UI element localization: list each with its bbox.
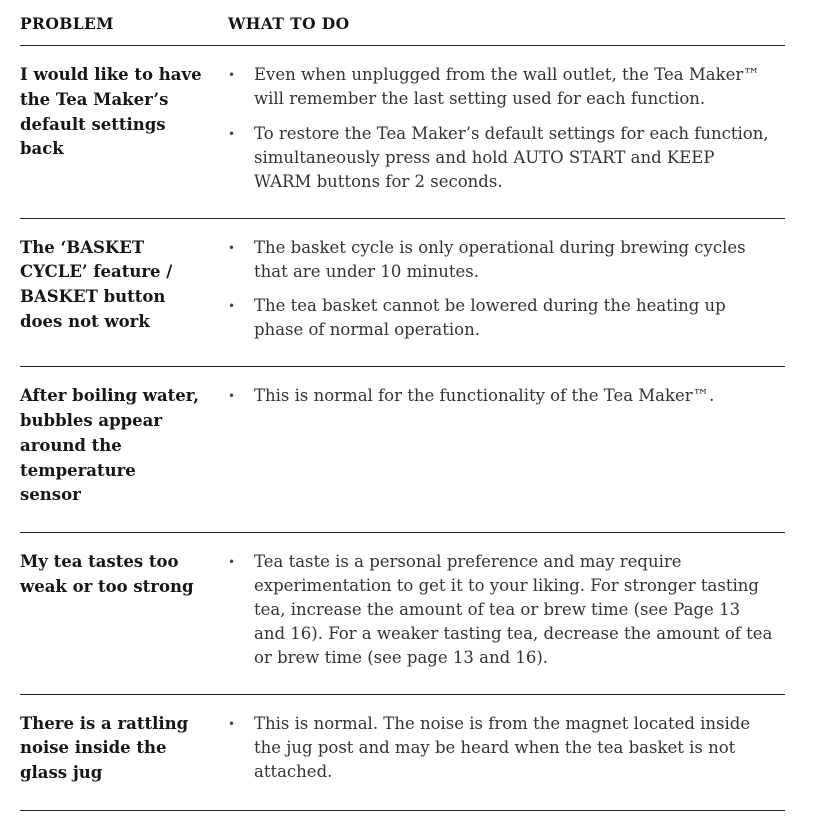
advice-text: Tea taste is a personal preference and may require experimentation to get it to your liking. For stronger tasting tea, increase the amount of tea or brew time (see Page 13 and 16). For a weaker tasting tea, decrease the amount of tea or brew time (see page 13 and 16). [254,552,773,667]
bullet-icon: • [228,389,236,404]
advice-text: The basket cycle is only operational during brewing cycles that are under 10 minutes. [254,237,746,281]
list-item [228,63,785,111]
list-item [228,550,785,670]
what-to-do-cell [228,63,785,194]
advice-text: The tea basket cannot be lowered during the heating up phase of normal operation. [254,296,726,340]
list-item [228,712,785,784]
table-row [20,533,785,695]
problem-cell: I would like to have the Tea Maker’s default settings back [20,65,202,159]
bullet-icon: • [228,555,236,570]
list-item [228,236,785,284]
list-item [228,122,785,194]
list-item [228,294,785,342]
problem-cell: The ‘BASKET CYCLE’ feature / BASKET button does not work [20,237,173,331]
advice-text: Even when unplugged from the wall outlet, the Tea Maker™ will remember the last setting used for each function. [254,65,760,108]
bullet-icon: • [228,126,236,141]
problem-cell: There is a rattling noise inside the glass jug [20,713,189,783]
table-row [20,367,785,533]
bullet-icon: • [228,240,236,255]
bullet-icon: • [228,299,236,314]
problem-cell: After boiling water, bubbles appear around the temperature sensor [20,386,200,505]
what-to-do-cell [228,550,785,670]
what-to-do-cell [228,384,785,508]
what-to-do-cell [228,712,785,786]
list-item [228,384,785,408]
table-row [20,219,785,368]
table-row [20,46,785,219]
bullet-icon: • [228,68,236,82]
advice-text: This is normal for the functionality of the Tea Maker™. [254,386,715,406]
table-row [20,695,785,811]
what-to-do-cell [228,236,785,343]
header-what-to-do: WHAT TO DO [228,14,350,33]
header-problem: PROBLEM [20,14,114,33]
advice-text: To restore the Tea Maker’s default settings for each function, simultaneously press and hold AUTO START and KEEP WARM buttons for 2 seconds. [254,123,769,191]
table-header-row [20,6,785,46]
bullet-icon: • [228,716,236,731]
advice-text: This is normal. The noise is from the magnet located inside the jug post and may be heard when the tea basket is not attached. [254,713,751,781]
problem-cell: My tea tastes too weak or too strong [20,552,194,596]
